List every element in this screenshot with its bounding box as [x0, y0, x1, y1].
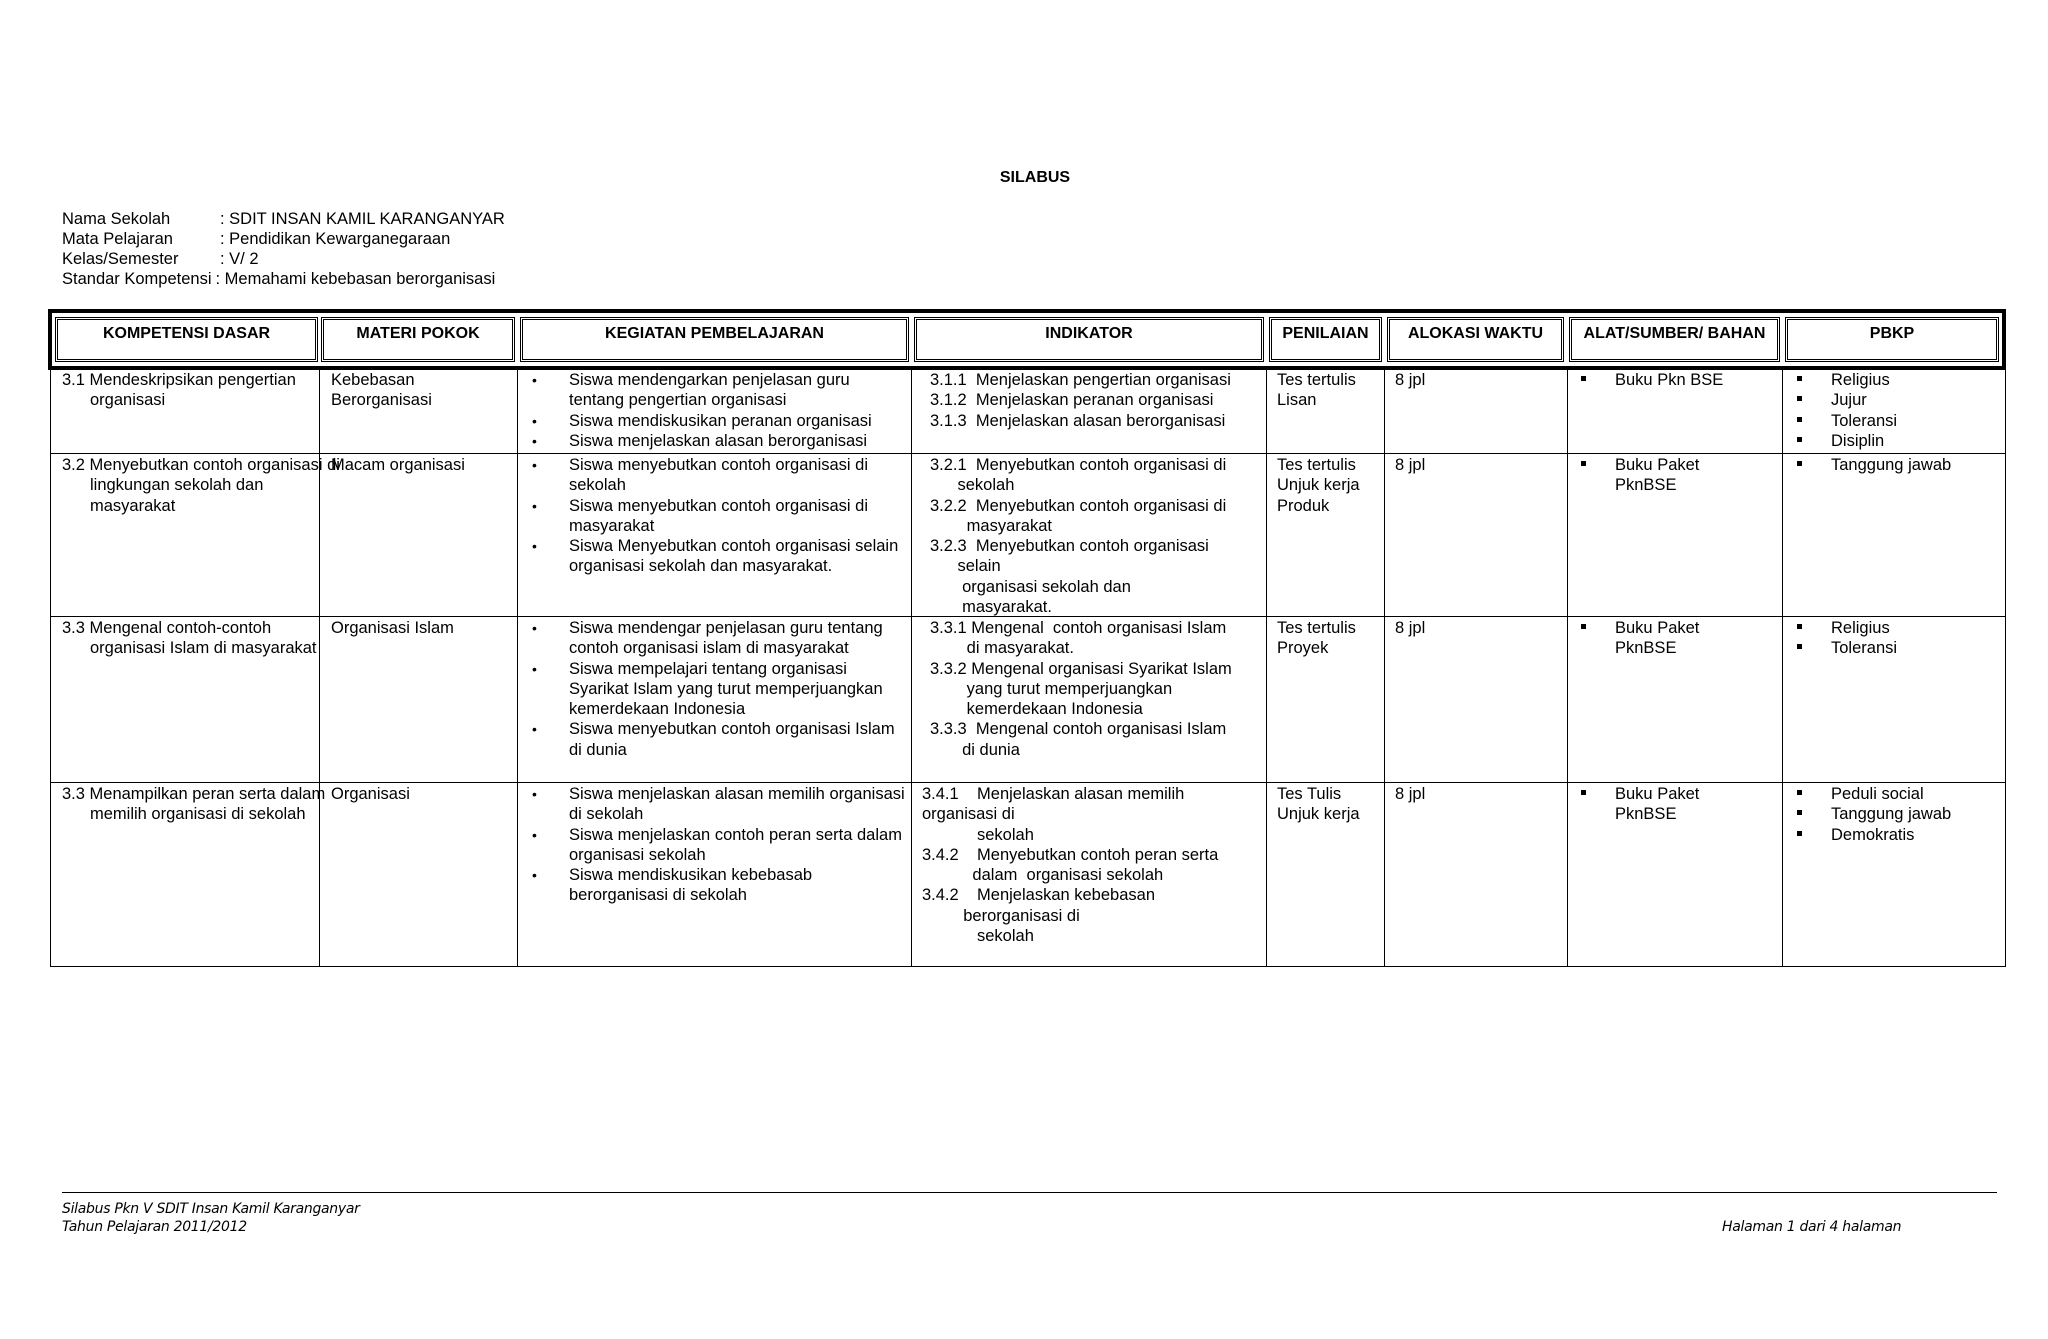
- column-divider: [1567, 370, 1568, 967]
- row2-alokasi: 8 jpl: [1395, 456, 1426, 474]
- indikator-line: sekolah: [930, 476, 1015, 495]
- row3-alokasi: 8 jpl: [1395, 619, 1426, 637]
- list-item: • Siswa mendiskusikan peranan organisasi: [522, 411, 906, 431]
- list-item: Tanggung jawab: [1785, 455, 1999, 475]
- meta-label: Nama Sekolah: [62, 210, 171, 228]
- indikator-line: dalam organisasi sekolah: [922, 866, 1164, 885]
- meta-label: Standar Kompetensi: [62, 270, 212, 288]
- list-item: Religius: [1785, 618, 1999, 638]
- indikator-line: 3.2.1 Menyebutkan contoh organisasi di: [930, 456, 1227, 474]
- indikator-line: sekolah: [922, 825, 1034, 844]
- meta-class: [62, 249, 505, 269]
- list-item: Religius: [1785, 370, 1999, 390]
- footer-doc-name: Silabus Pkn V SDIT Insan Kamil Karanganyar: [62, 1201, 360, 1217]
- list-item: Buku Paket PknBSE: [1569, 784, 1719, 825]
- header-materi-pokok: MATERI POKOK: [321, 317, 515, 362]
- row4-pbkp: [1785, 784, 1999, 845]
- row1-alokasi: 8 jpl: [1395, 371, 1426, 389]
- meta-subject: [62, 229, 505, 249]
- column-divider: [1782, 370, 1783, 967]
- footer-page-number: Halaman 1 dari 4 halaman: [1722, 1219, 1902, 1235]
- row4-kegiatan: [522, 784, 906, 906]
- row2-alat: [1569, 455, 1719, 496]
- list-item: • Siswa Menyebutkan contoh organisasi selain organisasi sekolah dan masyarakat.: [522, 536, 906, 577]
- row3-penilaian: Tes tertulis Proyek: [1277, 619, 1356, 658]
- indikator-line: berorganisasi di: [922, 906, 1080, 925]
- row3-pbkp: [1785, 618, 1999, 659]
- meta-competency: [62, 269, 505, 289]
- indikator-line: sekolah: [922, 927, 1034, 946]
- row2-pbkp: [1785, 455, 1999, 475]
- row3-kegiatan: [522, 618, 906, 760]
- footer-school-year: Tahun Pelajaran 2011/2012: [62, 1219, 247, 1235]
- list-item: • Siswa mendengar penjelasan guru tentang contoh organisasi islam di masyarakat: [522, 618, 906, 659]
- row3-alat: [1569, 618, 1719, 659]
- meta-school: [62, 209, 505, 229]
- column-divider: [1266, 370, 1267, 967]
- footer-left: [62, 1200, 360, 1236]
- column-divider: [1384, 370, 1385, 967]
- row1-alat: [1569, 370, 1779, 390]
- indikator-line: masyarakat.: [930, 598, 1052, 617]
- list-item: Buku Paket PknBSE: [1569, 455, 1719, 496]
- list-item: • Siswa mempelajari tentang organisasi Syarikat Islam yang turut memperjuangkan kemerdekaan Indonesia: [522, 659, 906, 720]
- list-item: • Siswa mendiskusikan kebebasab berorganisasi di sekolah: [522, 865, 906, 906]
- meta-value: : Pendidikan Kewarganegaraan: [220, 230, 451, 248]
- header-kegiatan: KEGIATAN PEMBELAJARAN: [520, 317, 909, 362]
- indikator-line: 3.2.2 Menyebutkan contoh organisasi di: [930, 496, 1227, 515]
- indikator-line: 3.1.2 Menjelaskan peranan organisasi: [930, 391, 1214, 410]
- row3-kompetensi: 3.3 Mengenal contoh-contoh organisasi Islam di masyarakat: [62, 619, 317, 658]
- row1-kegiatan: [522, 370, 906, 451]
- indikator-line: selain: [930, 557, 1001, 576]
- list-item: • Siswa menyebutkan contoh organisasi di masyarakat: [522, 496, 906, 537]
- indikator-line: 3.3.1 Mengenal contoh organisasi Islam: [930, 619, 1227, 637]
- row1-materi: Kebebasan Berorganisasi: [331, 371, 432, 410]
- meta-label: Mata Pelajaran: [62, 230, 173, 248]
- indikator-line: 3.3.3 Mengenal contoh organisasi Islam: [930, 720, 1227, 739]
- indikator-line: di dunia: [930, 740, 1020, 759]
- row3-indikator: [930, 618, 1262, 760]
- list-item: Peduli social: [1785, 784, 1999, 804]
- list-item: • Siswa menjelaskan contoh peran serta dalam organisasi sekolah: [522, 825, 906, 866]
- row2-kegiatan: [522, 455, 906, 577]
- header-pbkp: PBKP: [1785, 317, 1999, 362]
- indikator-line: 3.1.1 Menjelaskan pengertian organisasi: [930, 371, 1231, 389]
- list-item: • Siswa menyebutkan contoh organisasi di sekolah: [522, 455, 906, 496]
- row1-penilaian: Tes tertulis Lisan: [1277, 371, 1356, 410]
- document-title: SILABUS: [999, 169, 1071, 186]
- meta-value: : SDIT INSAN KAMIL KARANGANYAR: [220, 210, 505, 228]
- row1-pbkp: [1785, 370, 1999, 451]
- row4-kompetensi: 3.3 Menampilkan peran serta dalam memilih organisasi di sekolah: [62, 785, 326, 824]
- header-kompetensi-dasar: KOMPETENSI DASAR: [55, 317, 318, 362]
- list-item: • Siswa menyebutkan contoh organisasi Islam di dunia: [522, 719, 906, 760]
- list-item: • Siswa menjelaskan alasan berorganisasi: [522, 431, 906, 451]
- list-item: Jujur: [1785, 390, 1999, 410]
- meta-value: : V/ 2: [220, 250, 259, 268]
- row4-penilaian: Tes Tulis Unjuk kerja: [1277, 785, 1360, 824]
- indikator-line: kemerdekaan Indonesia: [930, 700, 1143, 719]
- list-item: Tanggung jawab: [1785, 804, 1999, 824]
- row-divider: [50, 453, 2006, 454]
- row4-alat: [1569, 784, 1719, 825]
- row4-materi: Organisasi: [331, 785, 410, 803]
- indikator-line: yang turut memperjuangkan: [930, 679, 1173, 698]
- row2-indikator: [930, 455, 1262, 617]
- column-divider: [517, 370, 518, 967]
- row1-indikator: [930, 370, 1262, 431]
- meta-value: : Memahami kebebasan berorganisasi: [215, 270, 496, 288]
- row1-kompetensi: 3.1 Mendeskripsikan pengertian organisasi: [62, 371, 296, 410]
- row4-indikator: [922, 784, 1262, 946]
- column-divider: [911, 370, 912, 967]
- list-item: Disiplin: [1785, 431, 1999, 451]
- footer-divider: [62, 1192, 1997, 1193]
- meta-label: Kelas/Semester: [62, 250, 179, 268]
- indikator-line: 3.1.3 Menjelaskan alasan berorganisasi: [930, 411, 1226, 430]
- list-item: Buku Pkn BSE: [1569, 370, 1779, 390]
- indikator-line: 3.4.1 Menjelaskan alasan memilih: [922, 785, 1185, 803]
- header-alat-sumber: ALAT/SUMBER/ BAHAN: [1569, 317, 1780, 362]
- indikator-line: 3.3.2 Mengenal organisasi Syarikat Islam: [930, 659, 1232, 678]
- row4-alokasi: 8 jpl: [1395, 785, 1426, 803]
- row-divider: [50, 782, 2006, 783]
- indikator-line: organisasi di: [922, 805, 1015, 824]
- indikator-line: masyarakat: [930, 516, 1052, 535]
- list-item: • Siswa menjelaskan alasan memilih organisasi di sekolah: [522, 784, 906, 825]
- list-item: • Siswa mendengarkan penjelasan guru tentang pengertian organisasi: [522, 370, 906, 411]
- header-penilaian: PENILAIAN: [1269, 317, 1382, 362]
- document-meta: [62, 209, 505, 289]
- indikator-line: 3.2.3 Menyebutkan contoh organisasi: [930, 537, 1209, 556]
- indikator-line: 3.4.2 Menyebutkan contoh peran serta: [922, 845, 1219, 864]
- syllabus-table: [48, 309, 2006, 968]
- header-indikator: INDIKATOR: [914, 317, 1264, 362]
- list-item: Toleransi: [1785, 411, 1999, 431]
- row3-materi: Organisasi Islam: [331, 619, 454, 637]
- list-item: Demokratis: [1785, 825, 1999, 845]
- row2-materi: Macam organisasi: [331, 456, 465, 474]
- indikator-line: di masyarakat.: [930, 639, 1074, 658]
- list-item: Toleransi: [1785, 638, 1999, 658]
- header-alokasi-waktu: ALOKASI WAKTU: [1387, 317, 1564, 362]
- list-item: Buku Paket PknBSE: [1569, 618, 1719, 659]
- indikator-line: organisasi sekolah dan: [930, 577, 1131, 596]
- row2-kompetensi: 3.2 Menyebutkan contoh organisasi di lingkungan sekolah dan masyarakat: [62, 456, 340, 515]
- row2-penilaian: Tes tertulis Unjuk kerja Produk: [1277, 456, 1360, 515]
- indikator-line: 3.4.2 Menjelaskan kebebasan: [922, 886, 1155, 905]
